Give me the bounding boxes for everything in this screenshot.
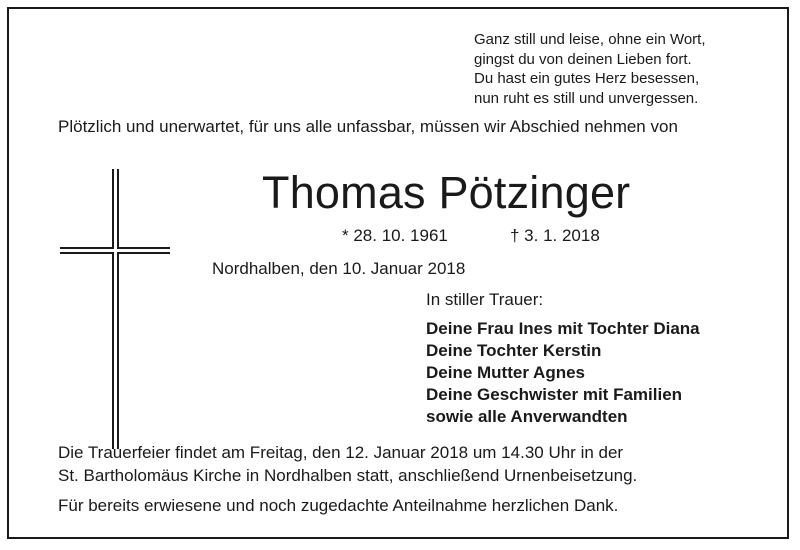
mourner-entry: Deine Geschwister mit Familien <box>426 385 683 404</box>
thanks-text: Für bereits erwiesene und noch zugedachte Anteilnahme herzlichen Dank. <box>58 496 619 515</box>
birth-date: * 28. 10. 1961 <box>342 226 448 245</box>
intro-text: Plötzlich und unerwartet, für uns alle unfassbar, müssen wir Abschied nehmen von <box>58 117 678 136</box>
mourner-entry: Deine Frau Ines mit Tochter Diana <box>426 319 700 338</box>
mourning-title: In stiller Trauer: <box>426 290 544 309</box>
poem-line: Du hast ein gutes Herz besessen, <box>474 70 700 87</box>
deceased-name: Thomas Pötzinger <box>262 167 631 218</box>
ceremony-line: Die Trauerfeier findet am Freitag, den 12. Januar 2018 um 14.30 Uhr in der <box>58 443 624 462</box>
cross-icon <box>60 169 170 449</box>
poem <box>474 30 774 108</box>
mourner-entry: Deine Tochter Kerstin <box>426 341 602 360</box>
cross-vertical-bar <box>112 169 119 449</box>
ceremony-line: St. Bartholomäus Kirche in Nordhalben statt, anschließend Urnenbeisetzung. <box>58 466 638 485</box>
poem-line: Ganz still und leise, ohne ein Wort, <box>474 31 706 48</box>
mourner-entry: sowie alle Anverwandten <box>426 407 628 426</box>
place-and-date: Nordhalben, den 10. Januar 2018 <box>212 259 466 278</box>
ceremony-info <box>58 441 758 487</box>
poem-line: nun ruht es still und unvergessen. <box>474 89 699 107</box>
poem-line: gingst du von deinen Lieben fort. <box>474 50 692 68</box>
mourner-entry: Deine Mutter Agnes <box>426 363 586 382</box>
mourners-list <box>426 318 700 428</box>
death-date: † 3. 1. 2018 <box>510 226 600 245</box>
